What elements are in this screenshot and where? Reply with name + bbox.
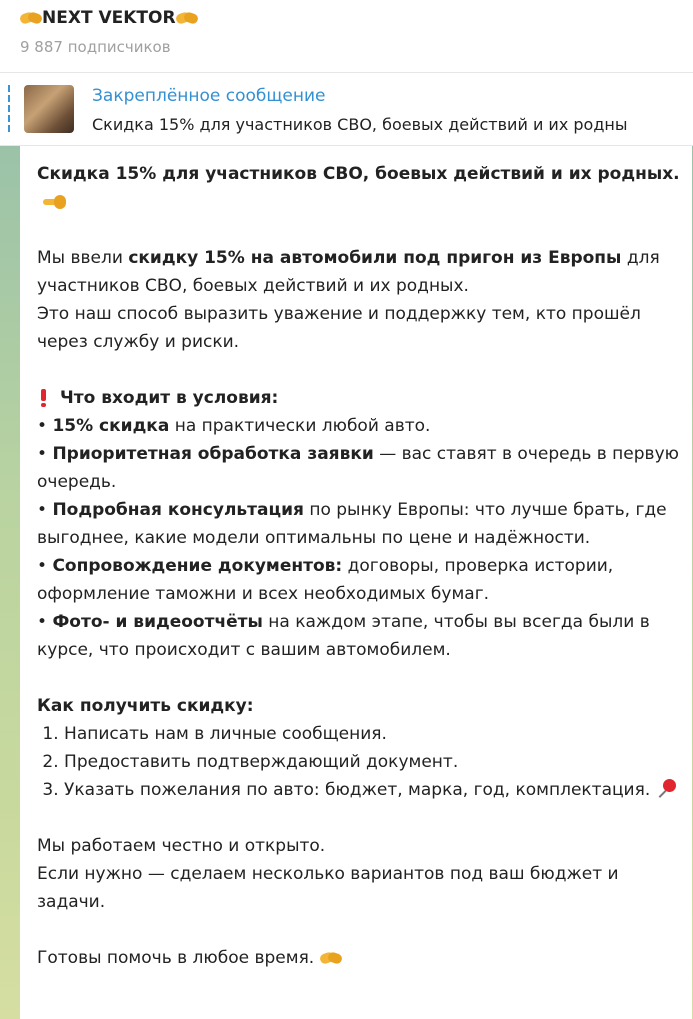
handshake-icon xyxy=(176,11,198,25)
closing-line: Мы работаем честно и открыто. xyxy=(37,836,326,856)
pushpin-icon xyxy=(656,779,678,801)
exclamation-icon xyxy=(41,389,46,407)
condition-item: • Подробная консультация по рынку Европы: что лучше брать, где выгоднее, какие модели оптимальны по цене и надёжности. xyxy=(37,500,667,548)
pinned-message-bar[interactable] xyxy=(0,73,693,146)
message-title: Скидка 15% для участников СВО, боевых действий и их родных. xyxy=(37,160,682,216)
condition-item: • Сопровождение документов: договоры, проверка истории, оформление таможни и всех необходимых бумаг. xyxy=(37,556,614,604)
pointing-hand-icon xyxy=(43,195,67,209)
closing-line: Готовы помочь в любое время. xyxy=(37,944,682,972)
step-item: 1. Написать нам в личные сообщения. xyxy=(42,724,387,744)
pinned-thumbnail xyxy=(24,85,74,133)
condition-item: • Приоритетная обработка заявки — вас ставят в очередь в первую очередь. xyxy=(37,444,679,492)
intro-paragraph-2: Это наш способ выразить уважение и поддержку тем, кто прошёл через службу и риски. xyxy=(37,304,641,352)
step-item: 2. Предоставить подтверждающий документ. xyxy=(42,752,459,772)
how-to-title: Как получить скидку: xyxy=(37,696,254,716)
step-item: 3. Указать пожелания по авто: бюджет, марка, год, комплектация. xyxy=(37,776,682,804)
handshake-icon xyxy=(320,951,342,965)
pinned-label: Закреплённое сообщение xyxy=(92,86,326,106)
message-text xyxy=(37,160,682,972)
conditions-title: Что входит в условия: xyxy=(37,384,682,412)
channel-header[interactable] xyxy=(0,0,693,73)
handshake-icon xyxy=(20,11,42,25)
pinned-indicator xyxy=(8,85,10,133)
closing-line: Если нужно — сделаем несколько вариантов под ваш бюджет и задачи. xyxy=(37,864,619,912)
intro-paragraph: Мы ввели скидку 15% на автомобили под пригон из Европы для участников СВО, боевых действий и их родных. xyxy=(37,248,660,296)
channel-name: NEXT VEKTOR xyxy=(42,8,176,28)
channel-title[interactable] xyxy=(20,8,198,28)
message-bubble[interactable] xyxy=(20,146,692,1019)
pinned-preview: Скидка 15% для участников СВО, боевых действий и их родны xyxy=(92,115,628,134)
subscriber-count: 9 887 подписчиков xyxy=(20,38,171,56)
condition-item: • Фото- и видеоотчёты на каждом этапе, чтобы вы всегда были в курсе, что происходит с вашим автомобилем. xyxy=(37,612,650,660)
condition-item: • 15% скидка на практически любой авто. xyxy=(37,416,431,436)
